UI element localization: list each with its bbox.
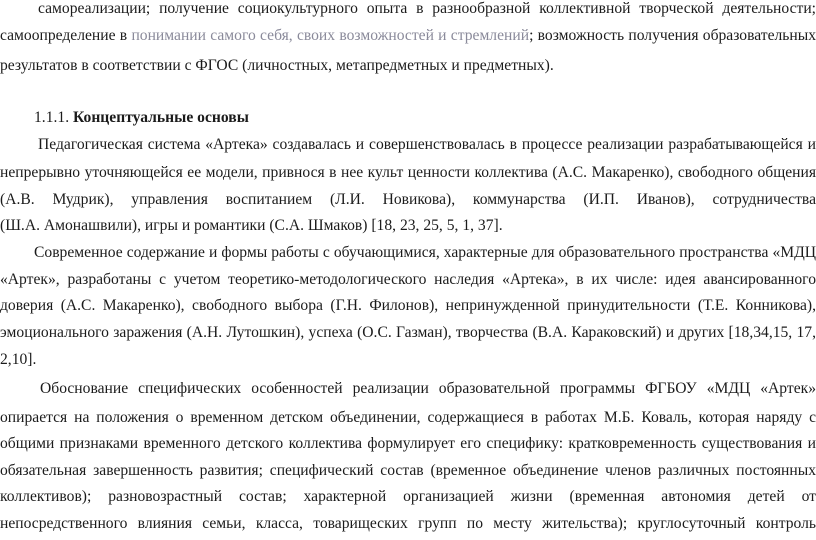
paragraph-3-line-2: опирается на положения о временном детском объединении, содержащиеся в работах М.Б. Коваль, которая наряду с bbox=[0, 409, 816, 426]
section-heading bbox=[34, 106, 794, 130]
section-number: 1.1.1. bbox=[34, 109, 70, 126]
paragraph-3-line-1: Обоснование специфических особенностей реализации образовательной программы ФГБОУ «МДЦ «Артек» bbox=[40, 380, 816, 397]
paragraph-3-line-5: коллективов); разновозрастный состав; характерной организацией жизни (временная автономия детей от bbox=[0, 488, 816, 505]
paragraph-3-line-6: непосредственного влияния семьи, класса, товарищеских групп по месту жительства); круглосуточный контроль bbox=[0, 515, 816, 532]
text-segment: ; возможность получения образовательных bbox=[529, 27, 816, 44]
paragraph-2-line-2: «Артек», разработаны с учетом теоретико-методологического наследия «Артека», в их числе: идея авансированного bbox=[0, 271, 816, 288]
paragraph-2-line-1: Современное содержание и формы работы с обучающимися, характерные для образовательного пространства «МДЦ bbox=[34, 244, 816, 261]
paragraph-3-line-4: обязательная завершенность развития; специфический состав (временное объединение членов различных постоянных bbox=[0, 462, 816, 479]
paragraph-2-line-4: эмоционального заражения (А.Н. Лутошкин), успеха (О.С. Газман), творчества (В.А. Караковский) и других [18,34,15, 17, bbox=[0, 324, 816, 341]
text-line-3: результатов в соответствии с ФГОС (личностных, метапредметных и предметных). bbox=[0, 57, 554, 74]
paragraph-2-line-5: 2,10]. bbox=[0, 351, 37, 368]
paragraph-2-line-3: доверия (А.С. Макаренко), свободного выбора (Г.Н. Филонов), непринужденной принудительности (Т.Е. Конникова), bbox=[0, 297, 816, 314]
text-line-2 bbox=[0, 24, 816, 48]
paragraph-3-line-3: общими признаками временного детского коллектива формулирует его специфику: кратковременность существования и bbox=[0, 435, 816, 452]
text-segment: самоопределение в bbox=[0, 27, 132, 44]
paragraph-1-line-3: (А.В. Мудрик), управления воспитанием (Л.И. Новикова), коммунарства (И.П. Иванов), сотрудничества bbox=[0, 191, 816, 208]
section-title: Концептуальные основы bbox=[73, 109, 249, 126]
paragraph-1-line-2: непрерывно уточняющейся ее модели, привнося в нее культ ценности коллектива (А.С. Макаренко), свободного общения bbox=[0, 164, 816, 181]
highlighted-phrase: понимании самого себя, своих возможностей и стремлений bbox=[131, 27, 530, 44]
paragraph-1-line-4: (Ш.А. Амонашвили), игры и романтики (С.А. Шмаков) [18, 23, 25, 5, 1, 37]. bbox=[0, 217, 503, 234]
paragraph-1-line-1: Педагогическая система «Артека» создавалась и совершенствовалась в процессе реализации разрабатывающейся и bbox=[38, 136, 816, 153]
text-line-1: самореализации; получение социокультурного опыта в разнообразной коллективной творческой деятельности; bbox=[38, 0, 816, 17]
